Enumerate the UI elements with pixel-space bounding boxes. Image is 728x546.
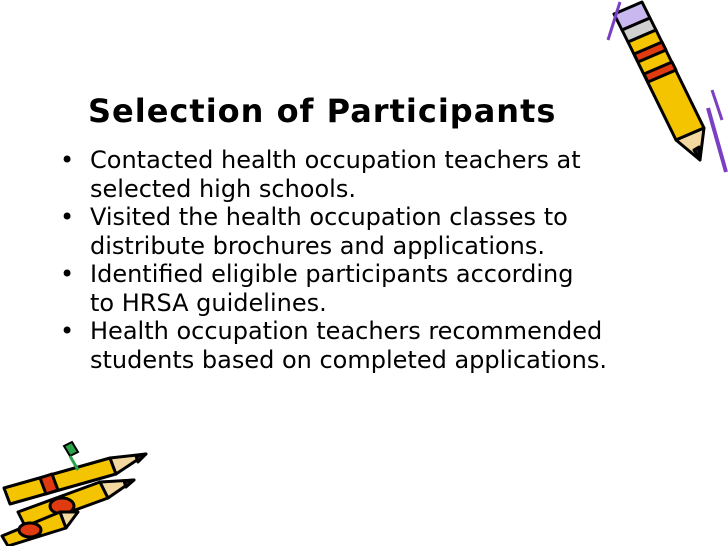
bullet-dot: •	[60, 203, 75, 231]
bullet-text-line: Contacted health occupation teachers at	[90, 146, 581, 174]
bullet-dot: •	[60, 260, 75, 288]
bullet-text-line: Health occupation teachers recommended	[90, 317, 603, 345]
bullet-text-line: Identified eligible participants according	[90, 260, 574, 288]
bullet-text-line: students based on completed applications.	[90, 345, 607, 374]
slide-title: Selection of Participants	[88, 92, 557, 130]
bullet-item	[56, 260, 656, 317]
bullet-item	[56, 203, 656, 260]
bullet-text-line: to HRSA guidelines.	[90, 288, 327, 317]
bullet-dot: •	[60, 146, 75, 174]
bullet-item	[56, 146, 656, 203]
bullet-item	[56, 317, 656, 374]
bullet-text-line: distribute brochures and applications.	[90, 231, 546, 260]
bullet-text-line: Visited the health occupation classes to	[90, 203, 568, 231]
pencils-icon	[0, 440, 160, 546]
bullet-text-line: selected high schools.	[90, 174, 356, 203]
bullet-list	[56, 146, 656, 374]
bullet-dot: •	[60, 317, 75, 345]
